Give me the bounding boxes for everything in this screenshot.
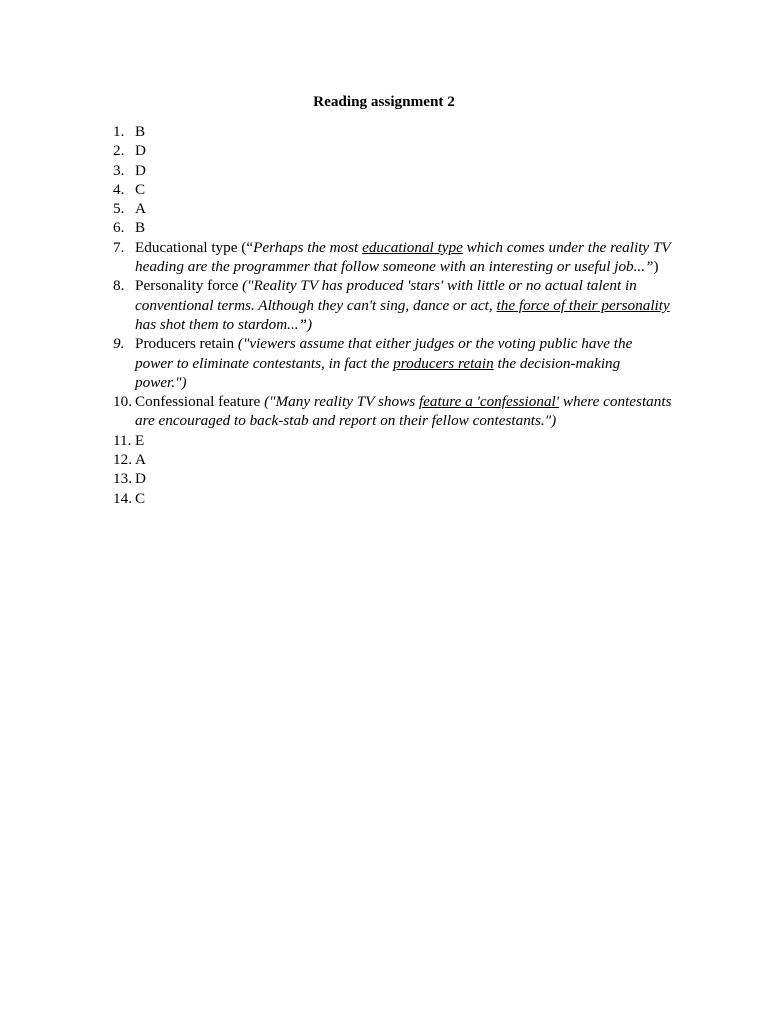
- list-item: [113, 334, 673, 392]
- item-answer: Personality force: [135, 277, 239, 295]
- item-number: 11.: [113, 431, 132, 449]
- list-item: [113, 199, 673, 218]
- quote-underline: educational type: [362, 238, 463, 256]
- quote-close: ): [653, 258, 659, 276]
- item-number: 4.: [113, 180, 125, 198]
- quote-before: ("Many reality TV shows: [264, 393, 419, 411]
- list-item: [113, 469, 673, 488]
- quote-before: ("viewers assume that either judges or the voting public have the power to eliminate contestants, in fact the: [135, 335, 633, 372]
- item-number: 14.: [113, 489, 132, 507]
- item-answer: A: [135, 200, 146, 218]
- quote-after: the decision-making power."): [135, 354, 621, 391]
- quote-underline: the force of their personality: [496, 296, 670, 314]
- quote-after: has shot them to stardom...”): [135, 315, 313, 333]
- item-answer: C: [135, 489, 146, 507]
- item-answer: Confessional feature: [135, 393, 261, 411]
- list-item: [113, 489, 673, 508]
- document-title: Reading assignment 2: [313, 93, 455, 110]
- list-item: [113, 218, 673, 237]
- item-answer: Educational type: [135, 238, 238, 256]
- item-answer: D: [135, 142, 146, 160]
- item-answer: Producers retain: [135, 335, 235, 353]
- list-item: [113, 276, 673, 334]
- quote-before: ("Reality TV has produced 'stars' with little or no actual talent in conventional terms. Although they can't sing, dance or act,: [135, 277, 637, 314]
- quote-underline: feature a 'confessional': [418, 393, 560, 411]
- list-item: [113, 161, 673, 180]
- list-item: [113, 238, 673, 277]
- answer-list: [113, 122, 673, 508]
- item-answer: B: [135, 219, 146, 237]
- item-number: 13.: [113, 470, 132, 488]
- list-item: [113, 141, 673, 160]
- item-answer: A: [135, 451, 146, 469]
- item-number: 7.: [113, 238, 125, 256]
- quote-underline: producers retain: [393, 354, 494, 372]
- item-number: 3.: [113, 161, 125, 179]
- item-number: 1.: [113, 123, 125, 140]
- item-answer: C: [135, 180, 146, 198]
- list-item: [113, 180, 673, 199]
- item-number: 9.: [113, 335, 125, 353]
- list-item: [113, 122, 673, 141]
- item-number: 10.: [113, 393, 132, 411]
- list-item: [113, 392, 673, 431]
- item-number: 12.: [113, 451, 132, 469]
- list-item: [113, 431, 673, 450]
- list-item: [113, 450, 673, 469]
- quote-after: where contestants are encouraged to back-stab and report on their fellow contestants."): [135, 393, 672, 430]
- quote-before: Perhaps the most: [253, 238, 363, 256]
- item-number: 5.: [113, 200, 125, 218]
- quote-open: (“: [237, 238, 254, 256]
- item-answer: B: [135, 123, 146, 140]
- quote-after: which comes under the reality TV heading are the programmer that follow someone with an interesting or useful job...”: [135, 238, 671, 276]
- item-answer: D: [135, 161, 146, 179]
- item-answer: E: [135, 431, 145, 449]
- item-number: 6.: [113, 219, 125, 237]
- item-number: 2.: [113, 142, 125, 160]
- item-answer: D: [135, 470, 146, 488]
- item-number: 8.: [113, 277, 125, 295]
